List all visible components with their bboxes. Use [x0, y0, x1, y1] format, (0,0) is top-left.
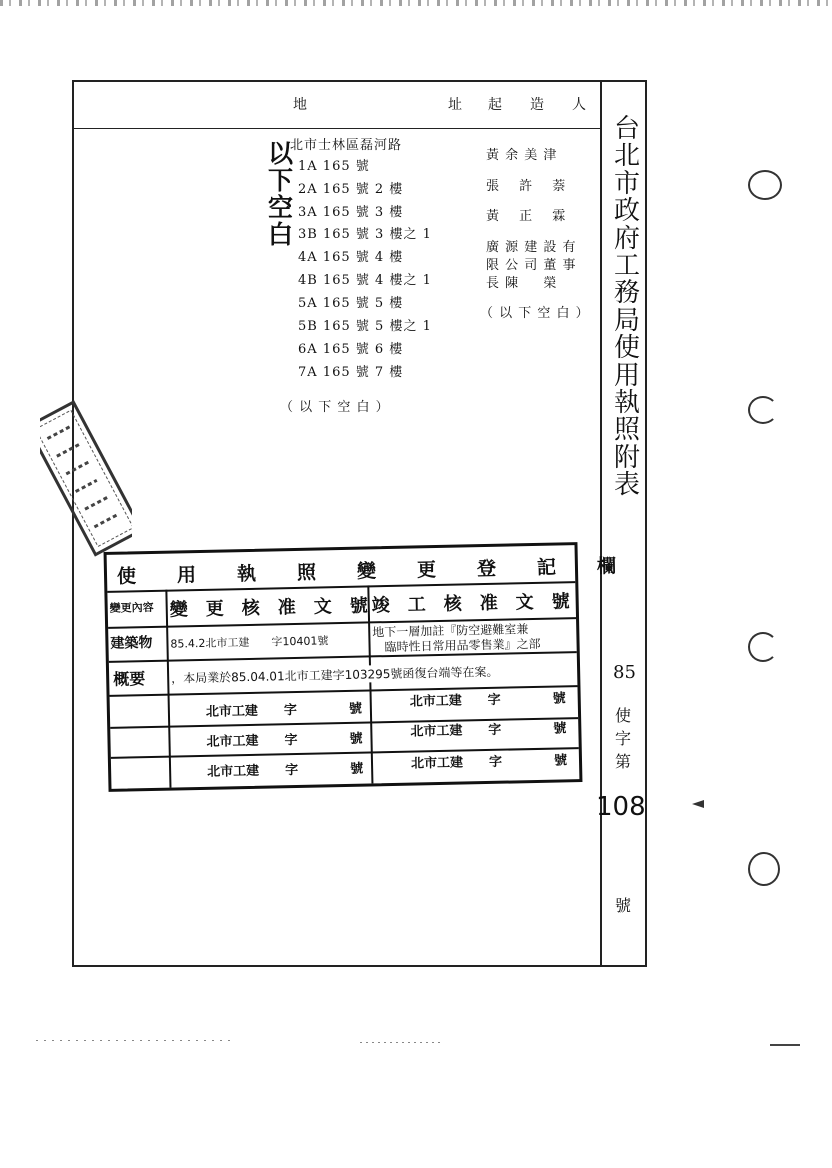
applicant-name: 黃 余 美 津: [486, 148, 558, 163]
applicant-blank-note: （ 以 下 空 白 ）: [480, 306, 590, 321]
header-applicant: 起: [488, 97, 502, 113]
address-blank-note: （ 以 下 空 白 ）: [280, 400, 390, 415]
header-applicant-2: 造: [530, 97, 544, 113]
address-line: 5B 165 號 5 樓之 1: [298, 319, 432, 334]
punch-hole: [748, 396, 778, 424]
row-label-building: 建築物: [110, 634, 153, 652]
punch-hole: [748, 170, 782, 200]
entry-reply-note: ，本局業於85.04.01北市工建字103295號函復台端等在案。: [171, 663, 503, 687]
permit-year: 85: [613, 662, 636, 683]
address-street: 北市士林區磊河路: [290, 138, 403, 153]
arrow-mark: [692, 800, 704, 808]
punch-hole: [748, 632, 778, 662]
entry-change-approval: 85.4.2北市工建 字10401號: [170, 634, 329, 651]
scan-noise: [36, 1040, 236, 1041]
scan-noise: [0, 0, 832, 6]
address-line: 2A 165 號 2 樓: [298, 182, 404, 197]
applicant-name: 黃 正 霖: [486, 209, 567, 224]
address-line: 3B 165 號 3 樓之 1: [298, 227, 432, 242]
address-line: 4A 165 號 4 樓: [298, 250, 404, 265]
entry-note-line2: 臨時性日常用品零售業』之部: [384, 636, 541, 655]
change-registration-table: 使 用 執 照 變 更 登 記 欄 變更內容 變 更 核 准 文 號 竣 工 核 准 文 號 建築物 概要 85.4.2北市工建 字10401號 地下一層加註『防空避難室兼 臨時性日常用品零售業』之部 ，本局業於85.04.01北市工建字103295號函復台端等在案。 北市工建 字 號 北市工建 字 號 北市工建 字 號 北市工建 字 號 北市工建 字 號 北市工建 字 號: [104, 542, 583, 792]
handwritten-note: 以 下 空 白: [268, 139, 294, 249]
address-line: 7A 165 號 7 樓: [298, 365, 404, 380]
address-line: 6A 165 號 6 樓: [298, 342, 404, 357]
permit-number: 108: [596, 792, 646, 822]
scan-noise: [770, 1044, 800, 1046]
col-completion-approval: 竣 工 核 准 文 號: [371, 591, 570, 617]
row-label-change: 變更內容: [109, 600, 154, 615]
applicant-company: 限 公 司 董 事: [486, 258, 577, 273]
row-label-summary: 概要: [113, 669, 146, 689]
applicant-company: 廣 源 建 設 有: [486, 240, 577, 255]
col-change-approval: 變 更 核 准 文 號: [169, 595, 368, 621]
stamp-title: 使 用 執 照 變 更 登 記 欄: [116, 555, 618, 588]
entry-note-line1: 地下一層加註『防空避難室兼: [372, 622, 529, 640]
address-line: 5A 165 號 5 樓: [298, 296, 404, 311]
address-line: 4B 165 號 4 樓之 1: [298, 273, 432, 288]
applicant-name: 張 許 萘: [486, 179, 567, 194]
header-applicant-3: 人: [572, 97, 586, 113]
applicant-company: 長 陳 榮: [486, 276, 558, 291]
header-address-2: 址: [448, 97, 462, 113]
scan-noise: [360, 1042, 440, 1043]
address-line: 3A 165 號 3 樓: [298, 205, 404, 220]
punch-hole: [748, 852, 780, 886]
address-line: 1A 165 號: [298, 159, 370, 174]
seal-stamp: [40, 395, 132, 560]
form-title: 台 北 市 政 府 工 務 局 使 用 執 照 附 表: [613, 114, 640, 501]
header-address: 地: [293, 97, 307, 113]
